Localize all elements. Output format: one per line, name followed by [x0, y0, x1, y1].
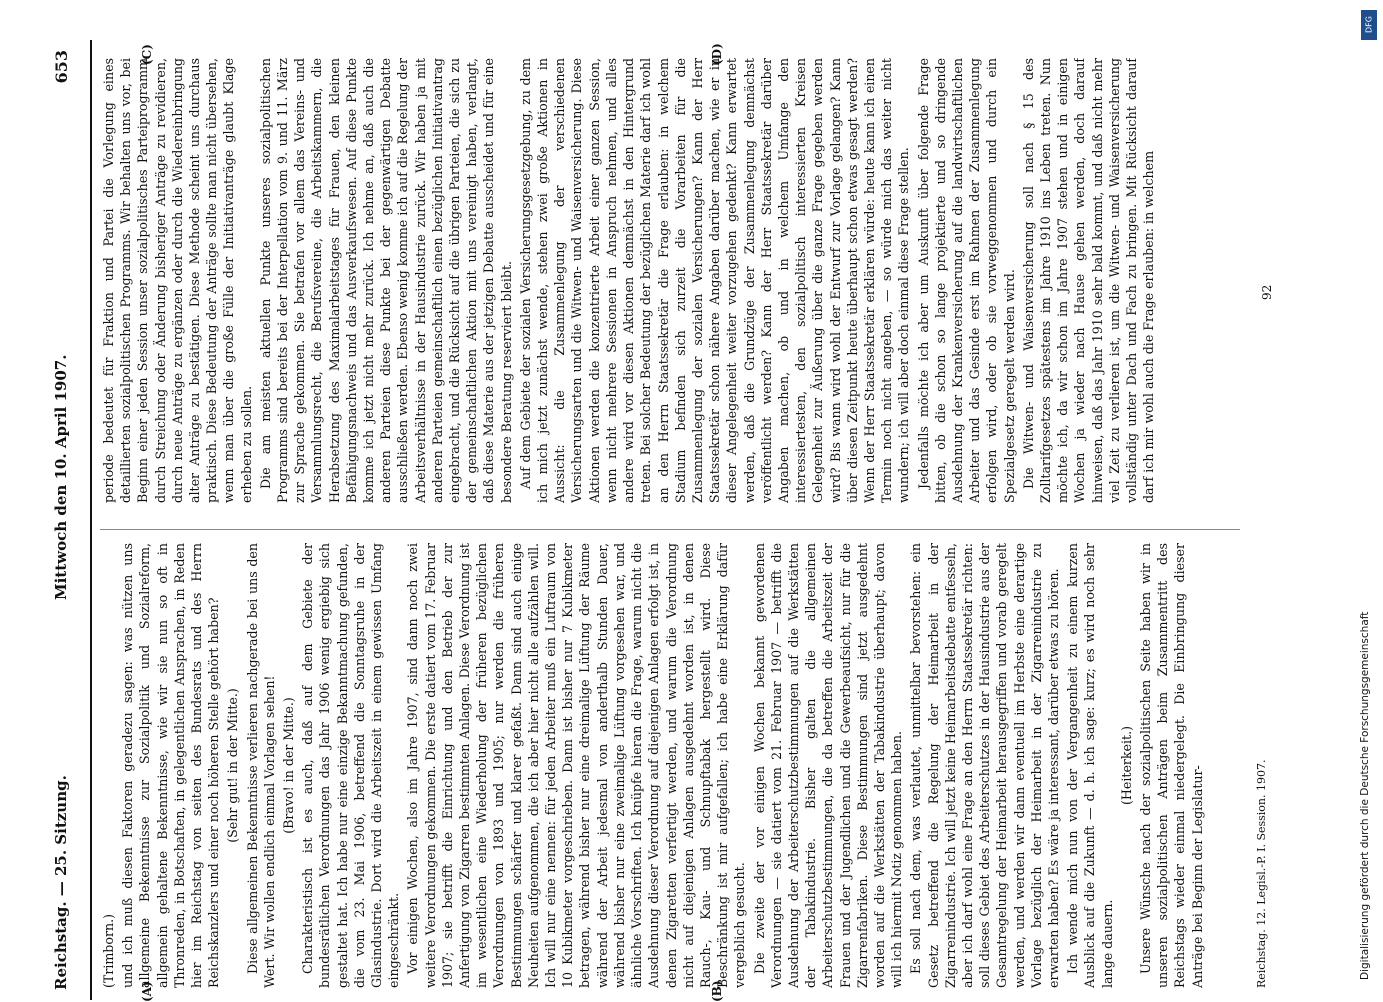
paragraph: Die zweite der vor einigen Wochen bekannt gewordenen Verordnungen — sie datiert vom 21. Februar 1907 — betrifft die Ausdehnung der Arbeiterschutzbestimmungen auf die Werkstätten der Tabakindustrie. Bisher galten die allgemeinen Arbeiterschutzbestimmungen, die da betreffen die Arbeitszeit der Frauen und der Jugendlichen und die Gewerbeaufsicht, nur für die Zigarrenfabriken. Diese Bestimmungen sind jetzt ausgedehnt worden auf die Werkstätten der Tabakindustrie überhaupt; davon will ich hiermit Notiz genommen haben. [751, 543, 906, 988]
margin-marker-d: (D) [710, 43, 724, 65]
signature-number: 92 [1260, 285, 1274, 300]
column-divider [100, 529, 1240, 530]
page-header [30, 40, 92, 1000]
paragraph: Vor einigen Wochen, also im Jahre 1907, sind dann noch zwei weitere Verordnungen gekommen. Die erste datiert vom 17. Februar 1907; sie betrifft die Einrichtung und den Betrieb der zur Anfertigung von Zigarren bestimmten Anlagen. Diese Verordnung ist im wesentlichen eine Wiederholung der früheren bezüglichen Verordnungen von 1893 und 1905; nur werden die früheren Bestimmungen schärfer und klarer gefaßt. Dann sind auch einige Neuheiten aufgenommen, die ich aber hier nicht alle aufzählen will. Ich will nur eine nennen: für jeden Arbeiter muß ein Luftraum von 10 Kubikmeter vorgeschrieben. Dann ist bisher nur 7 Kubikmeter betragen, während bisher nur eine dreimalige Lüftung der Räume während der Arbeit jedesmal von anderthalb Stunden Dauer, während bisher nur eine zweimalige Lüftung vorgesehen war, und ähnliche Vorschriften. Ich knüpfe hieran die Frage, warum nicht die Ausdehnung dieser Verordnung auf diejenigen Anlagen erfolgt ist, in denen Zigaretten verfertigt werden, und warum die Verordnung nicht auf diejenigen Anlagen ausgedehnt worden ist, in denen Rauch-, Kau- und Schnupftabak hergestellt wird. Diese Beschränkung ist mir aufgefallen; ich habe eine Erklärung dafür vergeblich gesucht. [404, 543, 748, 988]
document-page [30, 40, 1320, 1000]
paragraph: und ich muß diesen Faktoren geradezu sagen: was nützen uns allgemeine Bekenntnisse zur Sozialpolitik und Sozialreform, allgemein gehaltene Bekenntnisse, wie wir sie nun so oft in Thronreden, in Botschaften, in gelegentlichen Ansprachen, in Reden hier im Reichstag von seiten des Bundesrats und des Herrn Reichskanzlers und einer noch höheren Stelle gehört haben? [119, 543, 222, 988]
digitization-sidebar [1357, 40, 1379, 980]
paragraph: Jedenfalls möchte ich aber um Auskunft über folgende Frage bitten, ob die schon so lange projektierte und so dringende Ausdehnung der Krankenversicherung auf die landwirtschaftlichen Arbeiter und das Gesinde erst im Rahmen der Zusammenlegung erfolgen wird, oder ob sie vorweggenommen und durch ein Spezialgesetz geregelt werden wird. [915, 58, 1018, 503]
paragraph: periode bedeutet für Fraktion und Partei die Vorlegung eines detaillierten sozialpolitischen Programms. Wir behalten uns vor, bei Beginn einer jeden Session unser sozialpolitisches Parteiprogramm durch Streichung oder Änderung bisheriger Anträge zu revidieren, durch neue Anträge zu ergänzen oder durch die Wiedereinbringung alter Anträge zu bestätigen. Diese Methode scheint uns durchaus praktisch. Diese Bedeutung der Anträge sollte man nicht übersehen, wenn man über die große Fülle der Initiativanträge glaubt Klage erheben zu sollen. [100, 58, 255, 503]
header-page-number: 653 [52, 50, 71, 83]
paragraph: Diese allgemeinen Bekenntnisse verlieren nachgerade bei uns den Wert. Wir wollen endlich einmal Vorlagen sehen! [244, 543, 278, 988]
dfg-logo: DFG [1361, 10, 1377, 40]
paragraph: (Heiterkeit.) [1118, 543, 1135, 988]
margin-marker-a: (A) [140, 981, 154, 1002]
paragraph: (Trimborn.) [100, 543, 117, 988]
paragraph: (Sehr gut! in der Mitte.) [224, 543, 241, 988]
digitization-credit: Digitalisierung gefördert durch die Deutsche Forschungsgemeinschaft [1359, 40, 1377, 980]
paragraph: Die Witwen- und Waisenversicherung soll nach § 15 des Zolltarifgesetzes spätestens im Jahre 1910 ins Leben treten. Nun möchte ich, da wir schon im Jahre 1907 stehen und in einigen Wochen ja wieder nach Hause gehen werden, doch darauf hinweisen, daß das Jahr 1910 sehr bald kommt, und daß nicht mehr viel Zeit zu verlieren ist, um die Witwen- und Waisenversicherung vollständig unter Dach und Fach zu bringen. Mit Rücksicht darauf darf ich mir wohl auch die Frage erlauben: in welchem [1020, 58, 1158, 503]
left-column [100, 543, 1240, 988]
paragraph: Charakteristisch ist es auch, daß auf dem Gebiete der bundesrätlichen Verordnungen das Jahr 1906 wenig ergiebig sich gestaltet hat. Ich habe nur eine einzige Bekanntmachung gefunden, die vom 23. Mai 1906, betreffend die Sonntagsruhe in der Glasindustrie. Dort wird die Arbeitszeit in einem gewissen Umfang eingeschränkt. [299, 543, 402, 988]
margin-marker-b: (B) [710, 981, 724, 1002]
header-session: Reichstag. — 25. Sitzung. [52, 775, 70, 990]
margin-marker-c: (C) [140, 44, 154, 65]
paragraph: Es soll nach dem, was verlautet, unmittelbar bevorstehen: ein Gesetz betreffend die Regelung der Heimarbeit in der Zigarrenindustrie. Ich will jetzt keine Heimarbeitsdebatte entfesseln, aber ich darf wohl eine Frage an den Herrn Staatssekretär richten: soll dieses Gebiet des Arbeiterschutzes in der Hausindustrie aus der Gesamtregelung der Heimarbeit herausgegriffen und vorab geregelt werden, und werden wir dann eventuell im Herbste eine derartige Vorlage bezüglich der Heimarbeit in der Zigarrenindustrie zu erwarten haben? Es wäre ja interessant, darüber etwas zu hören. [907, 543, 1062, 988]
page-footer: Reichstag. 12. Legisl.-P. I. Session. 1907. [1255, 759, 1268, 988]
right-column [100, 58, 1240, 503]
paragraph: Unsere Wünsche nach der sozialpolitischen Seite haben wir in unseren sozialpolitischen Anträgen beim Zusammentritt des Reichstags wieder einmal niedergelegt. Die Einbringung dieser Anträge bei Beginn der Legislatur- [1137, 543, 1206, 988]
paragraph: Die am meisten aktuellen Punkte unseres sozialpolitischen Programms sind bereits bei der Interpellation vom 9. und 11. März zur Sprache gekommen. Sie betrafen vor allem das Vereins- und Versammlungsrecht, die Berufsvereine, die Arbeitskammern, die Herabsetzung des Maximalarbeitstages für Frauen, den kleinen Befähigungsnachweis und das Ausverkaufswesen. Auf diese Punkte komme ich jetzt nicht mehr zurück. Ich nehme an, daß auch die anderen Parteien diese Punkte bei der gegenwärtigen Debatte ausschließen werden. Ebenso wenig komme ich auf die Regelung der Arbeitsverhältnisse in der Hausindustrie zurück. Wir haben ja mit anderen Parteien gemeinschaftlich einen bezüglichen Initiativantrag eingebracht, und die Rücksicht auf die übrigen Parteien, die sich zu der gemeinschaftlichen Aktion mit uns vereinigt haben, verlangt, daß diese Materie aus der jetzigen Debatte ausscheidet und für eine besondere Beratung reserviert bleibt. [257, 58, 515, 503]
paragraph: (Bravo! in der Mitte.) [280, 543, 297, 988]
header-date: Mittwoch den 10. April 1907. [52, 355, 70, 600]
paragraph: Ich wende mich nun von der Vergangenheit zu einem kurzen Ausblick auf die Zukunft — d. h. ich sage: kurz; es wird noch sehr lange dauern. [1064, 543, 1116, 988]
paragraph: Auf dem Gebiete der sozialen Versicherungsgesetzgebung, zu dem ich mich jetzt zunächst wende, stehen zwei große Aktionen in Aussicht: die Zusammenlegung der verschiedenen Versicherungsarten und die Witwen- und Waisenversicherung. Diese Aktionen werden die konzentrierte Arbeit einer ganzen Session, wenn nicht mehrere Sessionen in Anspruch nehmen, und alles andere wird vor diesen Aktionen demnächst in den Hintergrund treten. Bei solcher Bedeutung der bezüglichen Materie darf ich wohl an den Herrn Staatssekretär die Frage erlauben: in welchem Stadium befinden sich zurzeit die Vorarbeiten für die Zusammenlegung der sozialen Versicherungen? Kann der Herr Staatssekretär schon nähere Angaben darüber machen, wie er in dieser Angelegenheit weiter vorzugehen gedenkt? Kann erwartet werden, daß die Grundzüge der Zusammenlegung demnächst veröffentlicht werden? Kann der Herr Staatssekretär darüber Angaben machen, ob und in welchem Umfange den interessiertesten, den sozialpolitisch interessierten Kreisen Gelegenheit zur Äußerung über die ganze Frage gegeben werden wird? Bis wann wird wohl der Entwurf zur Vorlage gelangen? Kann über diesen Zeitpunkt heute überhaupt schon etwas gesagt werden? Wenn der Herr Staatssekretär erklären würde: heute kann ich einen Termin noch nicht angeben, — so würde mich das weiter nicht wundern; ich will aber doch einmal diese Frage stellen. [517, 58, 913, 503]
